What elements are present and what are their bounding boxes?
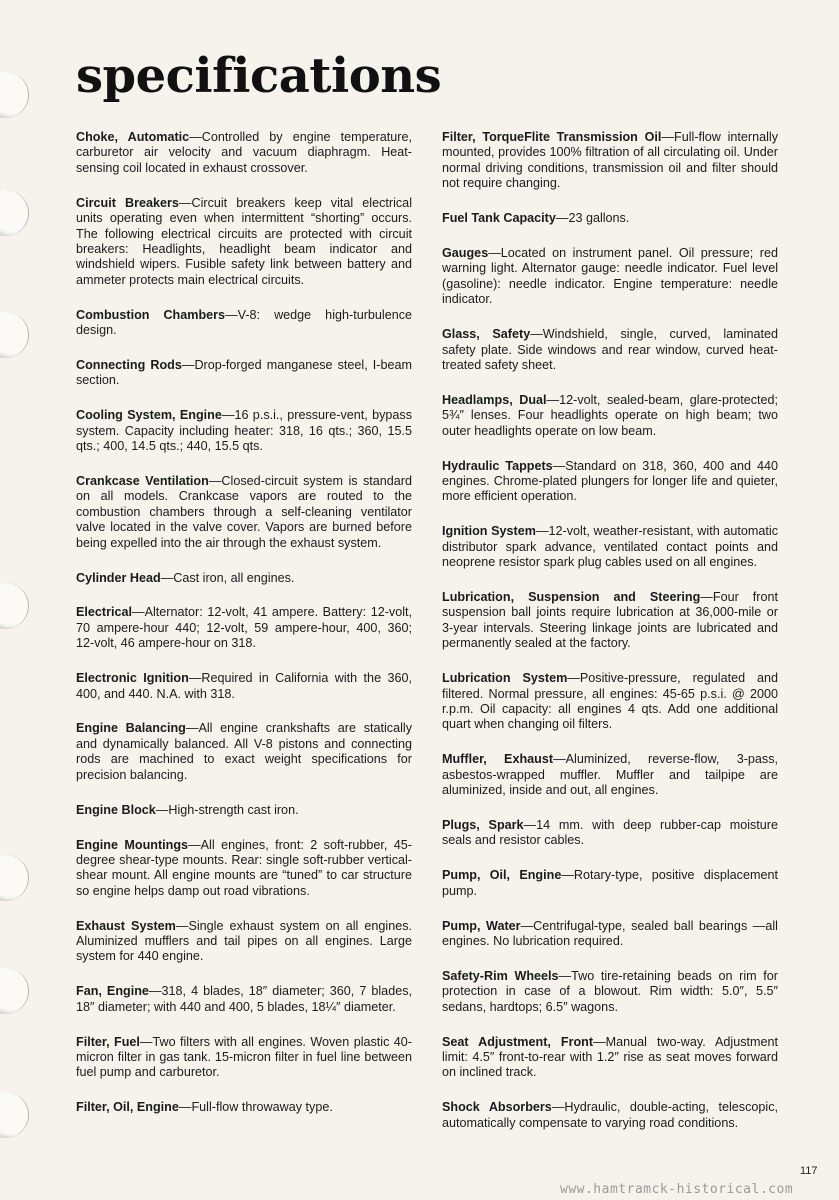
binder-hole	[0, 312, 29, 358]
spec-entry	[442, 969, 778, 1015]
spec-dash: —	[175, 918, 189, 933]
watermark-text: www.hamtramck-historical.com	[560, 1182, 794, 1197]
spec-entry	[76, 1035, 412, 1081]
spec-text: Full-flow internally mounted, provides 100% filtration of all circulating oil. Under normal driving conditions, transmission oil and filter should not require changing.	[442, 130, 779, 191]
spec-entry	[76, 571, 412, 586]
spec-entry	[442, 524, 778, 570]
spec-text: Alternator: 12-volt, 41 ampere. Battery: 12-volt, 70 ampere-hour 440; 12-volt, 59 ampere-hour, 400, 360; 12-volt, 46 ampere-hour on 318.	[76, 605, 412, 651]
spec-dash: —	[188, 671, 202, 686]
spec-entry	[442, 459, 778, 505]
binder-hole	[0, 72, 29, 118]
spec-entry	[442, 671, 778, 733]
spec-term: Hydraulic Tappets	[442, 458, 553, 473]
spec-entry	[76, 408, 412, 454]
spec-term: Crankcase Ventilation	[76, 474, 209, 488]
binder-hole	[0, 1092, 29, 1138]
spec-dash: —	[181, 357, 195, 372]
spec-entry	[442, 130, 778, 192]
spec-term: Headlamps, Dual	[442, 392, 547, 407]
spec-entry	[442, 590, 778, 652]
spec-term: Cooling System, Engine	[76, 408, 222, 423]
spec-entry	[76, 919, 412, 965]
spec-entry	[76, 1100, 412, 1115]
spec-dash: —	[185, 721, 199, 736]
spec-text: Two tire-retaining beads on rim for protection in case of a blowout. Rim width: 5.0″, 5.5″ sedans, hardtops; 6.5″ wagons.	[442, 968, 778, 1014]
spec-entry	[76, 474, 412, 551]
spec-term: Filter, TorqueFlite Transmission Oil	[442, 130, 662, 144]
spec-term: Filter, Fuel	[76, 1034, 140, 1049]
spec-text: Hydraulic, double-acting, telescopic, automatically compensate to varying road conditions.	[442, 1100, 779, 1130]
spec-entry	[442, 1100, 778, 1131]
spec-dash: —	[555, 211, 569, 226]
spec-text: Positive-pressure, regulated and filtered. Normal pressure, all engines: 45-65 p.s.i. @ 2000 r.p.m. Oil capacity: all engines 4 qts. Add one additional quart when changing oil filters.	[442, 671, 778, 732]
spec-dash: —	[139, 1034, 153, 1049]
spec-text: Standard on 318, 360, 400 and 440 engines. Chrome-plated plungers for longer life and quieter, more efficient operation.	[442, 458, 778, 504]
spec-text: 318, 4 blades, 18″ diameter; 360, 7 blades, 18″ diameter; with 440 and 400, 5 blades, 18¼″ diameter.	[76, 984, 412, 1014]
spec-term: Seat Adjustment, Front	[442, 1034, 594, 1049]
spec-text: 23 gallons.	[568, 211, 630, 226]
spec-entry	[76, 130, 412, 176]
spec-dash: —	[561, 868, 574, 883]
spec-dash: —	[189, 130, 202, 144]
spec-text: V-8: wedge high-turbulence design.	[76, 307, 413, 338]
spec-dash: —	[558, 968, 572, 983]
spec-text: Four front suspension ball joints require lubrication at 36,000-mile or 3-year intervals. Steering linkage joints are lubricated and permanently sealed at the factory.	[442, 590, 779, 651]
spec-dash: —	[178, 1100, 192, 1115]
spec-term: Filter, Oil, Engine	[76, 1100, 179, 1115]
spec-entry	[442, 1035, 778, 1081]
spec-entry	[442, 818, 778, 849]
spec-entry	[76, 803, 412, 818]
spec-text: Windshield, single, curved, laminated safety plate. Side windows and rear window, curved heat-treated safety sheet.	[442, 327, 778, 372]
spec-entry	[76, 721, 412, 783]
spec-entry	[76, 671, 412, 702]
spec-text: Controlled by engine temperature, carburetor air velocity and vacuum diaphragm. Heat-sensing coil located in exhaust crossover.	[76, 130, 413, 175]
spec-term: Shock Absorbers	[442, 1100, 552, 1115]
spec-term: Exhaust System	[76, 918, 176, 933]
spec-term: Cylinder Head	[76, 570, 161, 585]
spec-term: Lubrication System	[442, 671, 568, 686]
spec-dash: —	[155, 802, 169, 817]
spec-term: Combustion Chambers	[76, 307, 226, 322]
spec-text: 12-volt, sealed-beam, glare-protected; 5¾″ lenses. Four headlights operate on high beam; two outer headlights operate on low beam.	[442, 392, 779, 438]
spec-dash: —	[530, 327, 543, 342]
spec-entry	[442, 393, 778, 439]
binder-hole	[0, 855, 29, 901]
spec-dash: —	[546, 392, 560, 407]
spec-text: Full-flow throwaway type.	[191, 1100, 333, 1115]
spec-term: Glass, Safety	[442, 327, 531, 342]
spec-text: Rotary-type, positive displacement pump.	[442, 868, 778, 898]
spec-text: High-strength cast iron.	[168, 802, 299, 817]
page-title: specifications	[76, 48, 442, 104]
spec-term: Engine Balancing	[76, 721, 186, 736]
spec-term: Engine Block	[76, 802, 156, 817]
spec-term: Pump, Water	[442, 918, 521, 933]
spec-entry	[76, 984, 412, 1015]
spec-term: Choke, Automatic	[76, 130, 190, 144]
spec-dash: —	[700, 590, 713, 605]
spec-term: Pump, Oil, Engine	[442, 868, 562, 883]
left-spec-column	[76, 130, 412, 1135]
spec-text: All engines, front: 2 soft-rubber, 45-degree shear-type mounts. Rear: single soft-rubber vertical-shear mount. All engine mounts are “tuned” to car structure so engine helps damp out road vibrations.	[76, 837, 412, 898]
spec-text: 12-volt, weather-resistant, with automatic distributor spark advance, ventilated contact points and neoprene resistor spark plug cables used on all engines.	[442, 524, 778, 570]
spec-term: Fan, Engine	[76, 984, 149, 999]
spec-entry	[76, 605, 412, 651]
spec-entry	[442, 246, 778, 308]
spec-dash: —	[221, 408, 235, 423]
spec-dash: —	[160, 570, 174, 585]
spec-dash: —	[520, 918, 534, 933]
binder-hole	[0, 968, 29, 1014]
spec-text: Aluminized, reverse-flow, 3-pass, asbestos-wrapped muffler. Muffler and tailpipe are aluminized, inside and out, all engines.	[442, 752, 778, 798]
binder-hole	[0, 583, 29, 629]
spec-dash: —	[148, 984, 162, 999]
spec-dash: —	[188, 837, 201, 852]
spec-dash: —	[551, 1100, 565, 1115]
right-spec-column	[442, 130, 778, 1151]
spec-dash: —	[523, 818, 537, 832]
spec-term: Ignition System	[442, 524, 536, 539]
spec-dash: —	[488, 246, 501, 261]
binder-hole	[0, 190, 29, 236]
spec-dash: —	[208, 474, 222, 488]
spec-dash: —	[552, 458, 566, 473]
spec-text: Drop-forged manganese steel, I-beam section.	[76, 357, 413, 388]
spec-entry	[442, 919, 778, 950]
spec-dash: —	[593, 1034, 606, 1049]
spec-dash: —	[553, 752, 566, 767]
spec-term: Electronic Ignition	[76, 671, 189, 686]
spec-entry	[76, 308, 412, 339]
spec-text: Required in California with the 360, 400, and 440. N.A. with 318.	[76, 671, 412, 701]
spec-term: Fuel Tank Capacity	[442, 211, 556, 226]
spec-term: Lubrication, Suspension and Steering	[442, 590, 701, 605]
page-number: 117	[800, 1165, 818, 1177]
spec-text: Single exhaust system on all engines. Aluminized mufflers and tail pipes on all engines. Large system for 440 engine.	[76, 918, 412, 964]
spec-term: Safety-Rim Wheels	[442, 968, 559, 983]
spec-term: Circuit Breakers	[76, 195, 179, 210]
spec-text: Two filters with all engines. Woven plastic 40-micron filter in gas tank. 15-micron filter in fuel line between fuel pump and carburetor.	[76, 1034, 412, 1080]
spec-term: Gauges	[442, 246, 489, 261]
spec-term: Muffler, Exhaust	[442, 752, 554, 767]
spec-dash: —	[535, 524, 549, 539]
spec-dash: —	[567, 671, 580, 686]
spec-entry	[442, 327, 778, 373]
spec-text: Centrifugal-type, sealed ball bearings —all engines. No lubrication required.	[442, 918, 778, 949]
spec-text: Manual two-way. Adjustment limit: 4.5″ front-to-rear with 1.2″ rise as seat moves forward on inclined track.	[442, 1034, 778, 1080]
spec-text: All engine crankshafts are statically and dynamically balanced. All V-8 pistons and connecting rods are machined to exact weight specifications for precision balancing.	[76, 721, 412, 782]
spec-dash: —	[132, 605, 145, 620]
spec-text: 14 mm. with deep rubber-cap moisture seals and resistor cables.	[442, 818, 778, 848]
spec-entry	[442, 868, 778, 899]
spec-entry	[442, 211, 778, 226]
spec-dash: —	[661, 130, 674, 144]
spec-entry	[76, 196, 412, 288]
spec-entry	[442, 752, 778, 798]
spec-term: Plugs, Spark	[442, 818, 524, 832]
spec-text: Circuit breakers keep vital electrical units operating even when intermittent “shorting” occurs. The following electrical circuits are protected with circuit breakers: Headlights, headlight beam indicator and windshield wipers. Fusible safety link between battery and ammeter protects main electrical circuits.	[76, 195, 412, 287]
spec-dash: —	[178, 195, 192, 210]
spec-text: Located on instrument panel. Oil pressure; red warning light. Alternator gauge: needle indicator. Fuel level (gasoline): needle indicator. Engine temperature: needle indicator.	[442, 246, 778, 307]
spec-term: Connecting Rods	[76, 357, 182, 372]
spec-dash: —	[225, 307, 238, 322]
spec-text: Closed-circuit system is standard on all models. Crankcase vapors are routed to the combustion chambers through a self-cleaning ventilator valve located in the valve cover. Vapors are burned before being expelled into the air through the exhaust system.	[76, 474, 412, 550]
spec-entry	[76, 838, 412, 900]
spec-text: Cast iron, all engines.	[173, 570, 295, 585]
spec-entry	[76, 358, 412, 389]
spec-term: Electrical	[76, 605, 133, 620]
spec-text: 16 p.s.i., pressure-vent, bypass system. Capacity including heater: 318, 16 qts.; 360, 15.5 qts.; 400, 14.5 qts.; 440, 15.5 qts.	[76, 408, 412, 454]
spec-term: Engine Mountings	[76, 837, 189, 852]
